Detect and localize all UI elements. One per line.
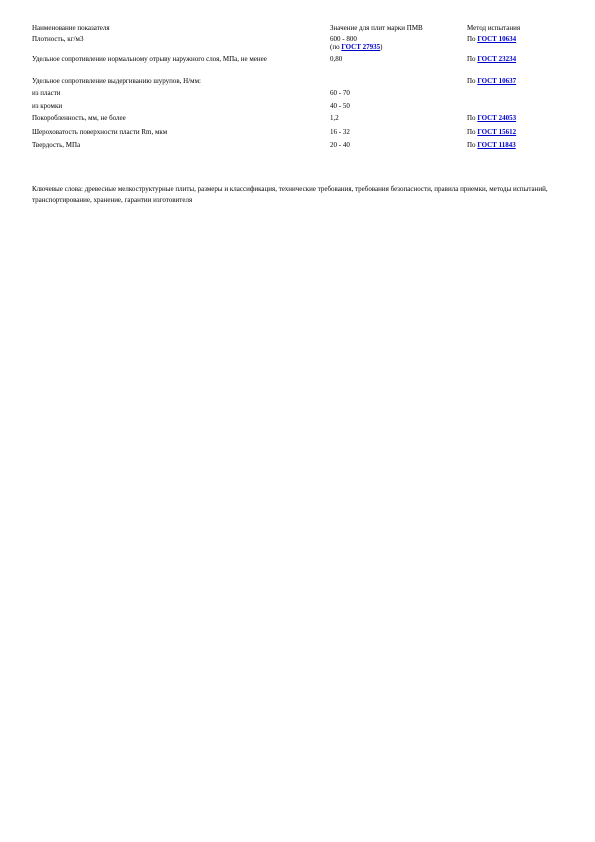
density-note-suffix: ) xyxy=(380,43,383,51)
outer-layer-method-cell xyxy=(467,55,562,77)
gost-15612-link[interactable]: ГОСТ 15612 xyxy=(477,128,517,136)
roughness-value: 16 - 32 xyxy=(330,128,350,136)
table-row-screw-withdrawal xyxy=(32,77,562,89)
outer-layer-method-prefix: По xyxy=(467,55,478,63)
header-name: Наименование показателя xyxy=(32,24,110,32)
gost-10634-link[interactable]: ГОСТ 10634 xyxy=(477,35,517,43)
density-method-cell xyxy=(467,35,562,55)
from-edge-method xyxy=(467,102,562,114)
screw-withdrawal-method-prefix: По xyxy=(467,77,478,85)
hardness-name: Твердость, МПа xyxy=(32,141,81,149)
table-row-from-face xyxy=(32,89,562,102)
from-face-value: 60 - 70 xyxy=(330,89,350,97)
density-note-prefix: (по xyxy=(330,43,342,51)
screw-withdrawal-name: Удельное сопротивление выдергиванию шурупов, Н/мм: xyxy=(32,77,201,85)
gost-23234-link[interactable]: ГОСТ 23234 xyxy=(477,55,517,63)
from-edge-value: 40 - 50 xyxy=(330,102,350,110)
properties-table xyxy=(32,24,562,153)
roughness-method-cell xyxy=(467,128,562,141)
hardness-value: 20 - 40 xyxy=(330,141,350,149)
roughness-name: Шероховатость поверхности пласти Rm, мкм xyxy=(32,128,168,136)
table-row-roughness xyxy=(32,128,562,141)
gost-27935-link[interactable]: ГОСТ 27935 xyxy=(341,43,381,51)
keywords-paragraph: Ключевые слова: древесные мелкоструктурные плиты, размеры и классификация, технические требования, требования безопасности, правила приемки, методы испытаний, транспортирование, хранение, гарантии изготовителя xyxy=(32,185,548,204)
density-name: Плотность, кг/м3 xyxy=(32,35,84,43)
gost-10637-link[interactable]: ГОСТ 10637 xyxy=(477,77,517,85)
gost-11843-link[interactable]: ГОСТ 11843 xyxy=(477,141,516,149)
hardness-method-prefix: По xyxy=(467,141,478,149)
roughness-method-prefix: По xyxy=(467,128,478,136)
density-value-cell xyxy=(330,35,467,55)
screw-withdrawal-value xyxy=(330,77,467,89)
from-face-name: из пласти xyxy=(32,89,61,97)
table-row-outer-layer xyxy=(32,55,562,77)
warp-method-prefix: По xyxy=(467,114,478,122)
gost-24053-link[interactable]: ГОСТ 24053 xyxy=(477,114,517,122)
table-row-warp xyxy=(32,114,562,128)
table-row-from-edge xyxy=(32,102,562,114)
warp-method-cell xyxy=(467,114,562,128)
table-row-hardness xyxy=(32,141,562,153)
warp-name: Покоробленность, мм, не более xyxy=(32,114,126,122)
density-method-prefix: По xyxy=(467,35,478,43)
from-edge-name: из кромки xyxy=(32,102,63,110)
outer-layer-name: Удельное сопротивление нормальному отрыву наружного слоя, МПа, не менее xyxy=(32,55,267,63)
outer-layer-value: 0,80 xyxy=(330,55,343,63)
table-header-row xyxy=(32,24,562,35)
table-row-density xyxy=(32,35,562,55)
warp-value: 1,2 xyxy=(330,114,339,122)
hardness-method-cell xyxy=(467,141,562,153)
from-face-method xyxy=(467,89,562,102)
density-value: 600 - 800 xyxy=(330,35,357,43)
screw-withdrawal-method-cell xyxy=(467,77,562,89)
header-method: Метод испытания xyxy=(467,24,521,32)
header-value: Значение для плит марки ПМВ xyxy=(330,24,423,32)
